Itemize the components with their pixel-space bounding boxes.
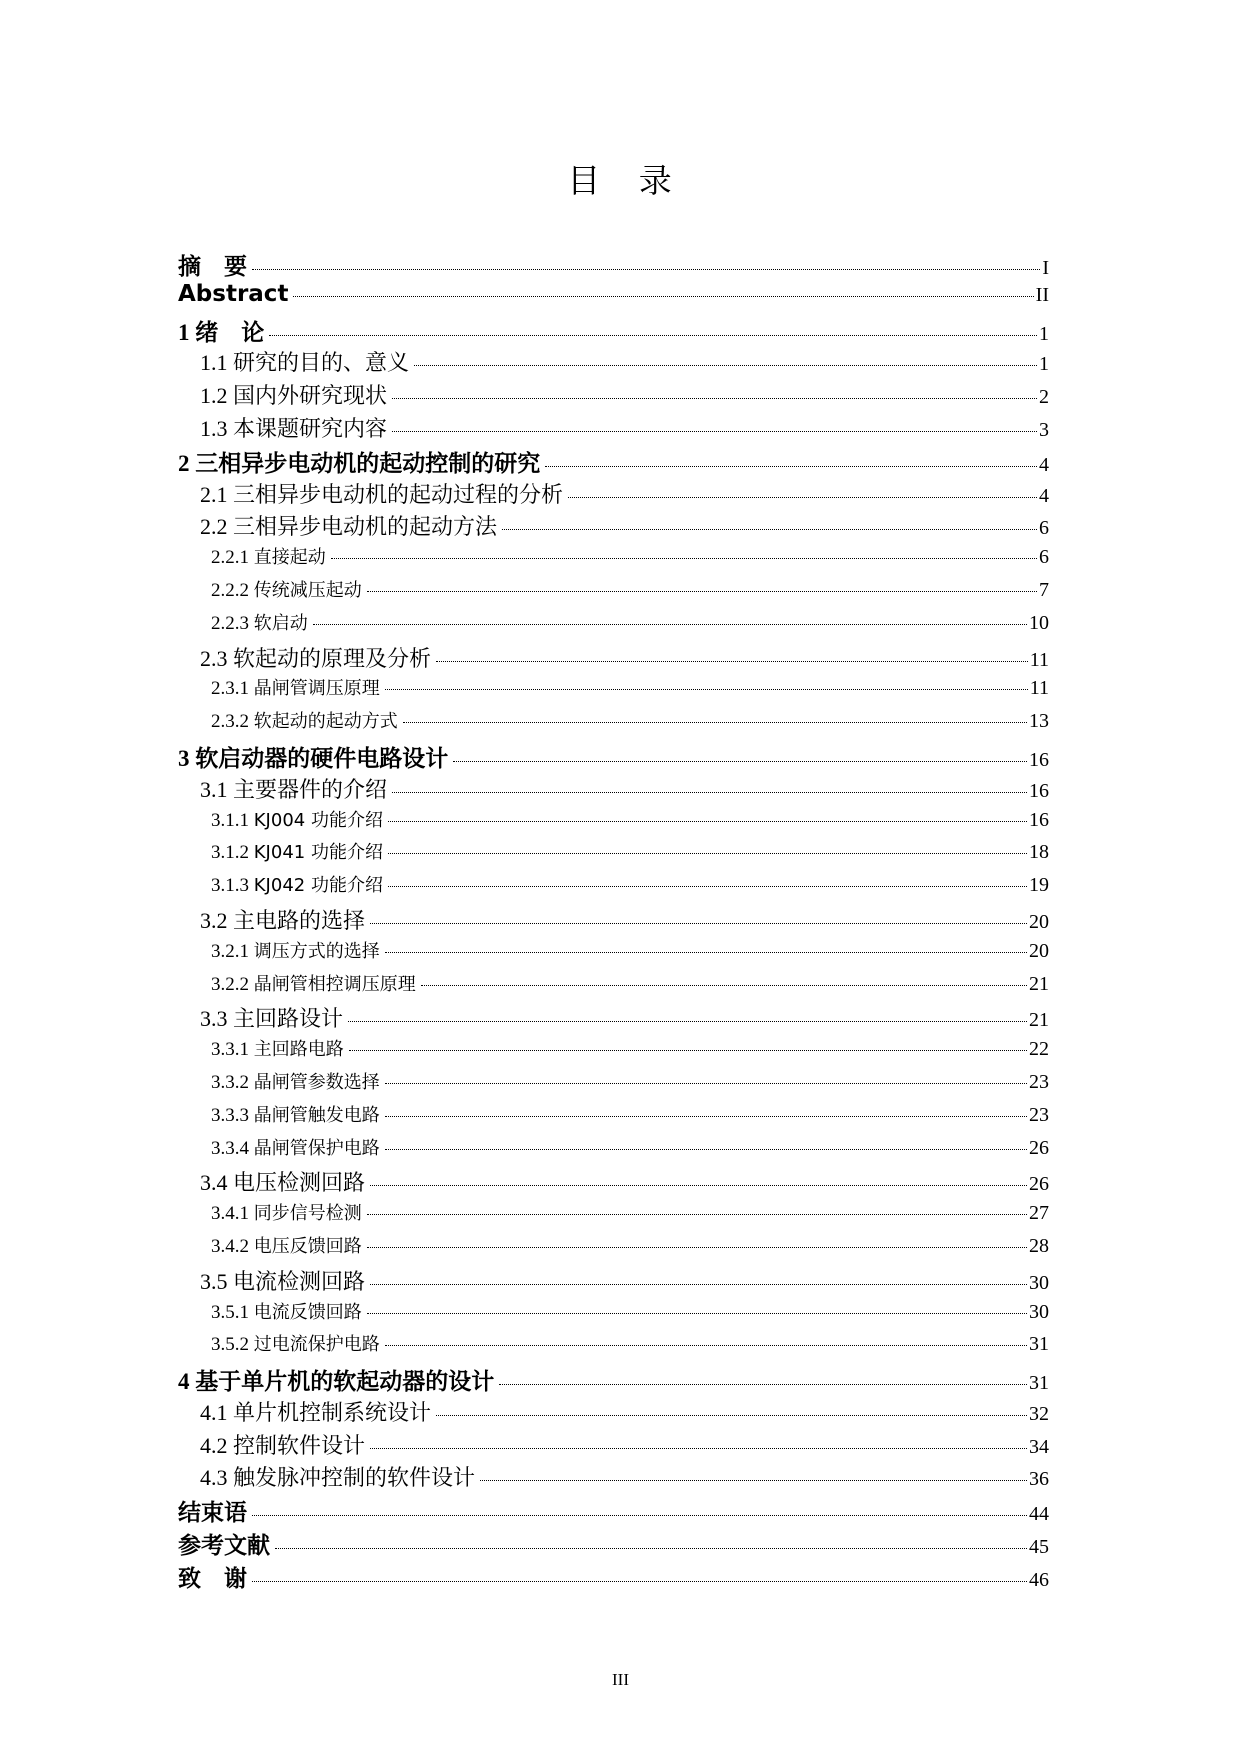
toc-entry-text: 同步信号检测 — [253, 1203, 362, 1225]
toc-entry-text: 电压检测回路 — [233, 1171, 366, 1197]
toc-entry-text: KJ041 功能介绍 — [253, 842, 383, 864]
toc-entry-number: 2.2.3 — [211, 612, 249, 634]
toc-entry-text: 三相异步电动机的起动过程的分析 — [233, 482, 564, 508]
toc-entry-page: 6 — [1039, 517, 1049, 540]
toc-entry-text: 电流检测回路 — [233, 1269, 366, 1295]
toc-entry-page: II — [1035, 283, 1049, 306]
toc-entry-number: 3.4 — [200, 1170, 228, 1196]
toc-entry-text: 过电流保护电路 — [253, 1334, 380, 1356]
toc-entry[interactable] — [178, 248, 1049, 281]
toc-entry-text: 摘 要 — [178, 254, 247, 280]
dot-leader — [313, 624, 1027, 625]
toc-entry-text: 三相异步电动机的起动控制的研究 — [195, 450, 541, 477]
toc-entry-text: 晶闸管调压原理 — [253, 678, 380, 700]
toc-entry-text: 控制软件设计 — [233, 1433, 366, 1459]
dot-leader — [499, 1384, 1027, 1385]
toc-entry-page: 4 — [1039, 453, 1049, 476]
toc-entry-text: 致 谢 — [178, 1565, 247, 1592]
toc-entry-page: 13 — [1029, 710, 1049, 733]
toc-entry-number: 3.3 — [200, 1006, 228, 1032]
toc-entry-text: 电压反馈回路 — [253, 1235, 362, 1257]
toc-entry[interactable] — [178, 707, 1049, 740]
table-of-contents — [178, 248, 1049, 1593]
toc-entry-label — [211, 1035, 344, 1061]
dot-leader — [403, 722, 1027, 723]
toc-entry[interactable] — [178, 379, 1049, 412]
toc-entry-label — [211, 543, 326, 569]
toc-entry-number: 2 — [178, 450, 190, 476]
toc-entry-text: 调压方式的选择 — [253, 940, 380, 962]
toc-entry-text: 参考文献 — [178, 1533, 270, 1560]
toc-entry-page: 30 — [1029, 1300, 1049, 1323]
toc-entry-page: 21 — [1029, 1009, 1049, 1032]
toc-entry-label — [200, 1396, 431, 1427]
toc-entry-label — [200, 904, 365, 935]
toc-entry-number: 2.3.1 — [211, 678, 249, 700]
toc-entry[interactable] — [178, 445, 1049, 478]
toc-entry[interactable] — [178, 1035, 1049, 1068]
dot-leader — [545, 466, 1037, 467]
toc-entry-label — [211, 871, 383, 897]
toc-entry-label — [200, 1429, 365, 1460]
toc-entry-text: 国内外研究现状 — [233, 384, 388, 410]
toc-entry-page: 18 — [1029, 841, 1049, 864]
dot-leader — [453, 761, 1027, 762]
dot-leader — [252, 1515, 1027, 1516]
toc-entry-page: 27 — [1029, 1202, 1049, 1225]
toc-entry-page: 16 — [1029, 748, 1049, 771]
toc-entry-page: 2 — [1039, 386, 1049, 409]
toc-entry-number: 3.3.1 — [211, 1039, 249, 1061]
toc-entry-number: 3.1.2 — [211, 842, 249, 864]
toc-entry-page: 10 — [1029, 611, 1049, 634]
toc-entry-number: 4.1 — [200, 1399, 228, 1425]
toc-entry-label — [211, 1330, 380, 1356]
toc-entry[interactable] — [178, 1363, 1049, 1396]
toc-entry-page: 34 — [1029, 1435, 1049, 1458]
toc-entry-label — [200, 1002, 343, 1033]
dot-leader — [385, 1083, 1027, 1084]
toc-entry-label — [200, 346, 409, 377]
toc-entry-page: I — [1042, 257, 1049, 279]
toc-entry[interactable] — [178, 609, 1049, 642]
toc-entry-page: 11 — [1029, 677, 1049, 700]
toc-entry-text: 绪 论 — [195, 319, 265, 346]
dot-leader — [388, 886, 1027, 887]
dot-leader — [388, 853, 1027, 854]
toc-entry-number: 3.3.2 — [211, 1071, 249, 1093]
toc-entry[interactable] — [178, 773, 1049, 806]
dot-leader — [370, 1284, 1027, 1285]
toc-entry-label — [200, 1461, 475, 1492]
toc-entry-page: 36 — [1029, 1468, 1049, 1491]
toc-entry-page: 28 — [1029, 1234, 1049, 1257]
dot-leader — [348, 1021, 1027, 1022]
dot-leader — [370, 1185, 1027, 1186]
toc-entry-label — [211, 1068, 380, 1094]
toc-entry-number: 2.3 — [200, 645, 228, 671]
toc-entry-number: 2.1 — [200, 481, 228, 507]
toc-entry-page: 22 — [1029, 1038, 1049, 1061]
toc-entry-number: 3.1.1 — [211, 809, 249, 831]
dot-leader — [392, 792, 1027, 793]
dot-leader — [385, 1149, 1027, 1150]
toc-entry-label — [178, 1527, 270, 1560]
toc-entry-text: 软启动器的硬件电路设计 — [195, 745, 449, 772]
toc-entry-text: 软启动 — [253, 612, 308, 634]
toc-entry-page: 7 — [1039, 578, 1049, 601]
dot-leader — [252, 269, 1040, 270]
toc-entry-label — [211, 576, 362, 602]
toc-entry-label — [211, 970, 416, 996]
toc-entry-page: 1 — [1039, 322, 1049, 345]
dot-leader — [436, 661, 1028, 662]
toc-entry-label — [178, 740, 448, 773]
toc-entry-number: 1.1 — [200, 350, 228, 376]
toc-entry-number: 1 — [178, 319, 190, 345]
toc-entry-page: 3 — [1039, 418, 1049, 441]
toc-entry-number: 4.2 — [200, 1432, 228, 1458]
toc-entry[interactable] — [178, 314, 1049, 347]
toc-entry[interactable] — [178, 1527, 1049, 1560]
toc-entry[interactable] — [178, 1265, 1049, 1298]
toc-entry-page: 16 — [1029, 779, 1049, 802]
dot-leader — [252, 1581, 1027, 1582]
dot-leader — [331, 558, 1037, 559]
toc-entry-text: 晶闸管相控调压原理 — [253, 973, 416, 995]
toc-entry-label — [178, 1494, 247, 1527]
toc-entry-text: 主电路的选择 — [233, 908, 366, 934]
toc-entry[interactable] — [178, 346, 1049, 379]
dot-leader — [367, 1313, 1027, 1314]
toc-entry-text: Abstract — [178, 280, 289, 307]
toc-entry-number: 3.2.1 — [211, 940, 249, 962]
toc-entry[interactable] — [178, 674, 1049, 707]
toc-title: 目 录 — [567, 161, 674, 200]
toc-entry-number: 3.3.3 — [211, 1104, 249, 1126]
dot-leader — [385, 1116, 1027, 1117]
toc-entry-label — [178, 1363, 494, 1396]
toc-entry-label — [178, 314, 264, 347]
toc-entry-number: 2.3.2 — [211, 711, 249, 733]
toc-entry-label — [211, 838, 383, 864]
dot-leader — [367, 1247, 1027, 1248]
toc-entry[interactable] — [178, 904, 1049, 937]
toc-entry-text: 主要器件的介绍 — [233, 777, 388, 803]
dot-leader — [349, 1050, 1027, 1051]
toc-entry-text: KJ004 功能介绍 — [253, 809, 383, 831]
dot-leader — [370, 1448, 1027, 1449]
toc-entry[interactable] — [178, 543, 1049, 576]
toc-entry-label — [200, 773, 387, 804]
toc-entry-page: 1 — [1039, 353, 1049, 376]
dot-leader — [388, 821, 1027, 822]
toc-entry-text: 单片机控制系统设计 — [233, 1400, 432, 1426]
dot-leader — [275, 1548, 1027, 1549]
toc-entry-text: 电流反馈回路 — [253, 1301, 362, 1323]
toc-entry-page: 45 — [1029, 1536, 1049, 1559]
toc-entry-number: 1.2 — [200, 383, 228, 409]
toc-entry-page: 20 — [1029, 910, 1049, 933]
toc-entry-number: 3.5 — [200, 1268, 228, 1294]
toc-entry-number: 3.2 — [200, 907, 228, 933]
toc-entry[interactable] — [178, 1396, 1049, 1429]
dot-leader — [385, 1345, 1027, 1346]
toc-entry-text: 软起动的原理及分析 — [233, 646, 432, 672]
toc-entry-label — [178, 281, 288, 307]
toc-entry-text: 三相异步电动机的起动方法 — [233, 515, 498, 541]
toc-entry-number: 3.2.2 — [211, 973, 249, 995]
toc-entry-label — [211, 1101, 380, 1127]
toc-entry-number: 3.4.2 — [211, 1235, 249, 1257]
toc-entry-text: 晶闸管保护电路 — [253, 1137, 380, 1159]
toc-entry-page: 19 — [1029, 874, 1049, 897]
toc-entry-label — [200, 510, 497, 541]
toc-entry-text: 本课题研究内容 — [233, 416, 388, 442]
dot-leader — [367, 1214, 1027, 1215]
toc-entry-label — [211, 937, 380, 963]
toc-entry-label — [200, 412, 387, 443]
toc-entry-label — [200, 379, 387, 410]
toc-entry-page: 44 — [1029, 1503, 1049, 1526]
toc-entry[interactable] — [178, 970, 1049, 1003]
toc-entry[interactable] — [178, 510, 1049, 543]
toc-entry-number: 4.3 — [200, 1465, 228, 1491]
toc-entry-label — [200, 1166, 365, 1197]
dot-leader — [568, 497, 1037, 498]
dot-leader — [421, 985, 1027, 986]
toc-entry-label — [211, 1199, 362, 1225]
toc-entry-number: 3.5.2 — [211, 1334, 249, 1356]
toc-entry-page: 16 — [1029, 808, 1049, 831]
toc-entry[interactable] — [178, 1134, 1049, 1167]
toc-entry-text: 晶闸管触发电路 — [253, 1104, 380, 1126]
toc-entry-number: 3.3.4 — [211, 1137, 249, 1159]
toc-entry[interactable] — [178, 478, 1049, 511]
toc-entry-label — [200, 478, 563, 509]
toc-entry-number: 3.4.1 — [211, 1203, 249, 1225]
toc-entry[interactable] — [178, 642, 1049, 675]
toc-entry-number: 3.1.3 — [211, 875, 249, 897]
toc-entry-number: 3.5.1 — [211, 1301, 249, 1323]
toc-entry-label — [211, 806, 383, 832]
toc-entry-number: 2.2.2 — [211, 579, 249, 601]
toc-entry-label — [211, 609, 308, 635]
toc-entry-number: 2.2.1 — [211, 547, 249, 569]
toc-entry[interactable] — [178, 1068, 1049, 1101]
toc-entry-text: 晶闸管参数选择 — [253, 1071, 380, 1093]
dot-leader — [480, 1480, 1027, 1481]
toc-entry-page: 23 — [1029, 1070, 1049, 1093]
dot-leader — [370, 923, 1027, 924]
toc-entry[interactable] — [178, 838, 1049, 871]
toc-entry-page: 21 — [1029, 972, 1049, 995]
toc-entry-text: 主回路电路 — [253, 1039, 344, 1061]
toc-entry-page: 4 — [1039, 484, 1049, 507]
toc-entry-text: 直接起动 — [253, 547, 326, 569]
toc-entry-label — [211, 674, 380, 700]
toc-entry-page: 31 — [1029, 1372, 1049, 1395]
dot-leader — [392, 431, 1037, 432]
toc-entry[interactable] — [178, 937, 1049, 970]
toc-entry-number: 4 — [178, 1369, 190, 1395]
toc-entry-page: 31 — [1029, 1333, 1049, 1356]
dot-leader — [367, 591, 1037, 592]
toc-entry-label — [178, 248, 247, 281]
dot-leader — [414, 365, 1037, 366]
toc-entry-page: 23 — [1029, 1103, 1049, 1126]
toc-entry-page: 11 — [1029, 648, 1049, 671]
dot-leader — [385, 689, 1028, 690]
toc-entry-number: 1.3 — [200, 415, 228, 441]
toc-entry-label — [178, 1560, 247, 1593]
toc-entry-page: 26 — [1029, 1173, 1049, 1196]
toc-entry-number: 2.2 — [200, 514, 228, 540]
toc-entry[interactable] — [178, 1298, 1049, 1331]
toc-entry[interactable] — [178, 871, 1049, 904]
toc-entry-text: 软起动的起动方式 — [253, 711, 398, 733]
toc-entry[interactable] — [178, 1199, 1049, 1232]
toc-entry[interactable] — [178, 412, 1049, 445]
toc-entry-page: 6 — [1039, 546, 1049, 569]
toc-entry[interactable] — [178, 806, 1049, 839]
toc-entry[interactable] — [178, 1330, 1049, 1363]
toc-entry-page: 20 — [1029, 939, 1049, 962]
toc-entry-number: 3.1 — [200, 776, 228, 802]
toc-entry-text: 研究的目的、意义 — [233, 351, 410, 377]
toc-entry-label — [178, 445, 540, 478]
toc-entry-label — [211, 707, 398, 733]
toc-entry-text: KJ042 功能介绍 — [253, 875, 383, 897]
page-number-footer: III — [612, 1670, 629, 1689]
toc-entry[interactable] — [178, 1002, 1049, 1035]
toc-entry-text: 主回路设计 — [233, 1007, 344, 1033]
toc-entry-page: 32 — [1029, 1402, 1049, 1425]
toc-entry-text: 传统减压起动 — [253, 579, 362, 601]
toc-entry[interactable] — [178, 740, 1049, 773]
dot-leader — [269, 335, 1037, 336]
toc-entry[interactable] — [178, 281, 1049, 314]
toc-entry-label — [200, 642, 431, 673]
toc-entry-text: 结束语 — [178, 1500, 247, 1527]
toc-entry-text: 基于单片机的软起动器的设计 — [195, 1369, 495, 1396]
toc-entry-label — [211, 1134, 380, 1160]
toc-entry-page: 26 — [1029, 1136, 1049, 1159]
toc-entry-label — [211, 1298, 362, 1324]
toc-entry-page: 46 — [1029, 1568, 1049, 1591]
toc-entry[interactable] — [178, 1461, 1049, 1494]
toc-entry[interactable] — [178, 1429, 1049, 1462]
toc-entry-page: 30 — [1029, 1271, 1049, 1294]
toc-entry[interactable] — [178, 1166, 1049, 1199]
dot-leader — [436, 1415, 1027, 1416]
toc-entry-label — [211, 1232, 362, 1258]
dot-leader — [293, 296, 1033, 297]
toc-entry-label — [200, 1265, 365, 1296]
toc-entry[interactable] — [178, 1232, 1049, 1265]
dot-leader — [392, 398, 1037, 399]
toc-entry-text: 触发脉冲控制的软件设计 — [233, 1466, 476, 1492]
toc-entry[interactable] — [178, 1101, 1049, 1134]
toc-entry[interactable] — [178, 576, 1049, 609]
dot-leader — [502, 529, 1037, 530]
toc-entry-number: 3 — [178, 745, 190, 771]
dot-leader — [385, 952, 1027, 953]
toc-entry[interactable] — [178, 1494, 1049, 1527]
toc-entry[interactable] — [178, 1560, 1049, 1593]
